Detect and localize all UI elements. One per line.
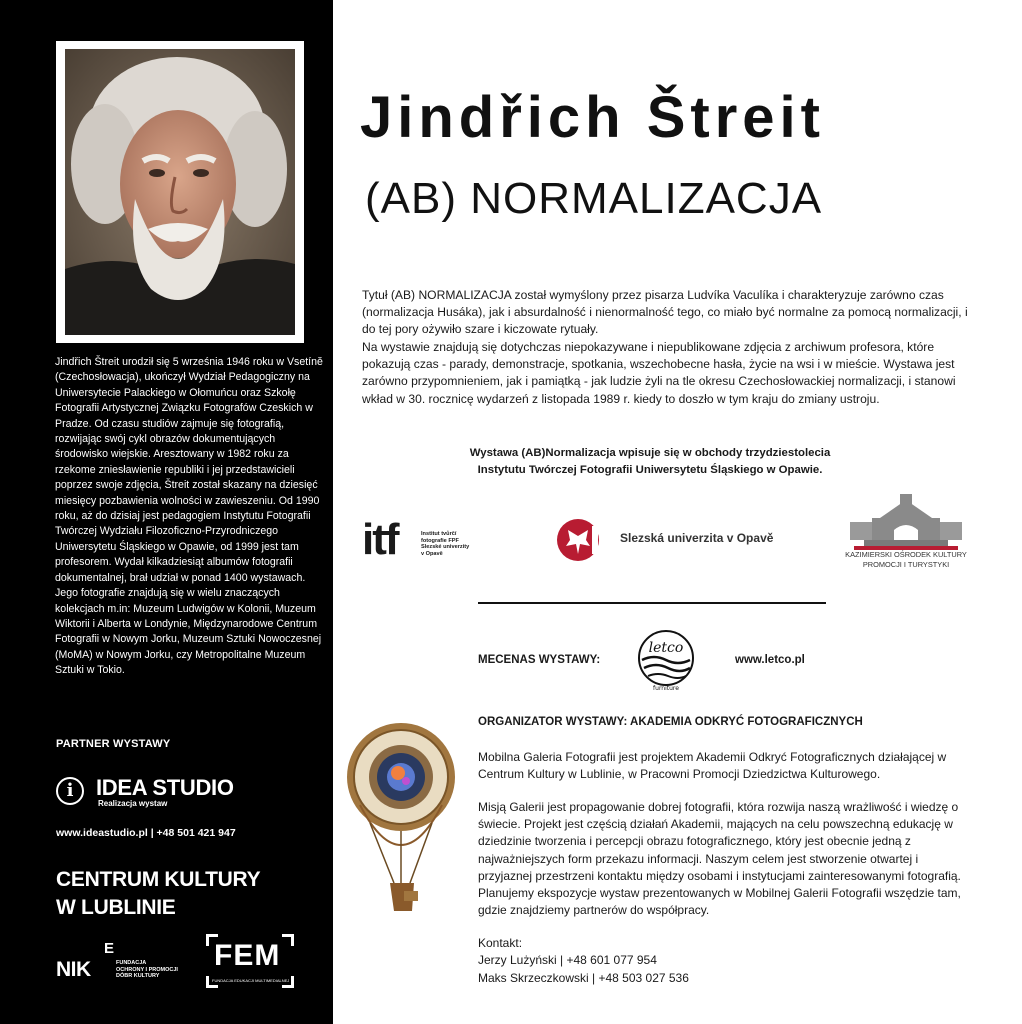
fem-word: FEM (214, 939, 281, 972)
contact-label: Kontakt: (478, 936, 523, 950)
jubilee-line2: Instytutu Twórczej Fotografii Uniwersytetu Śląskiego w Opawie. (477, 464, 823, 476)
nike-logo (56, 938, 186, 988)
patron-url[interactable]: www.letco.pl (735, 654, 805, 666)
nike-word: NIK (56, 958, 91, 981)
idea-studio-name: IDEA STUDIO (96, 775, 234, 800)
contact-person-2: Maks Skrzeczkowski | +48 503 027 536 (478, 970, 689, 985)
itf-text-line2: fotografie FPF (421, 537, 459, 544)
fem-subtitle: FUNDACJA EDUKACJI MULTIMEDIALNEJ (212, 978, 290, 983)
contact-block (478, 935, 689, 987)
divider (478, 602, 826, 604)
organizer-paragraph-2: Misją Galerii jest propagowanie dobrej fotografii, która rozwija naszą wrażliwość i wiedzę o świecie. Projekt jest częścią działań Akademii, mających na celu powszechną edukację w dziedzinie tworzenia i percepcji obrazu fotograficznego, który jest obecnie jedną z najważniejszych form przekazu informacji. Naszym celem jest stworzenie otwartej i przyjaznej przestrzeni kontaktu między osobami i instytucjami zainteresowanymi fotografią. Planujemy ekspozycje wystaw prezentowanych w Mobilnej Galerii Fotografii wszędzie tam, gdzie znajdziemy partnerów do współpracy. (478, 800, 961, 918)
itf-logo (362, 515, 502, 565)
organizer-title: ORGANIZATOR WYSTAWY: AKADEMIA ODKRYĆ FOTOGRAFICZNYCH (478, 716, 863, 728)
partner-label: PARTNER WYSTAWY (56, 738, 171, 750)
intro-paragraph-2: Na wystawie znajdują się dotychczas niepokazywane i niepublikowane zdjęcia z archiwum profesora, które pokazują czas - parady, demonstracje, spotkania, wszechobecne hasła, życie na wsi i w mieście. Wystawa jest zarówno przypomnieniem, jak i pamiątką - jak ludzie żyli na tle okresu Czechosłowackiej normalizacji, i stanowi wkład w 30. rocznicę wydarzeń z listopada 1989 r. kiedy to doszło w tym kraju do zmiany ustroju. (362, 340, 956, 406)
kok-logo (844, 492, 968, 576)
fem-corner (282, 934, 294, 946)
patron-label: MECENAS WYSTAWY: (478, 654, 601, 666)
itf-text-line3: Slezské univerzity (421, 544, 470, 551)
sidebar (0, 0, 333, 1024)
slu-name: Slezská univerzita v Opavě (620, 531, 774, 545)
nike-text-line3: DÓBR KULTURY (116, 973, 160, 979)
camera-balloon-icon (346, 715, 466, 925)
bio-text: Jindřich Štreit urodził się 5 września 1946 roku w Vsetínĕ (Czechosłowacja), ukończył Wydział Pedagogiczny na Uniwersytecie Palackiego w Ołomuńcu oraz Szkołę Fotografii Artystycznej Związku Fotografów Czeskich w Pradze. Od czasu studiów zajmuje się fotografią, rozwijając swój cykl obrazów dokumentujących środowisko wiejskie. Aresztowany w 1982 roku za rzekome zniesławienie republiki i jej przedstawicieli poprzez swoje zdjęcia, Štreit został skazany na dziesięć miesięcy pozbawienia wolności w zawieszeniu. Od 1990 roku, aż do dzisiaj jest pedagogiem Instytutu Fotografii Twórczej Wydziału Filozoficzno-Przyrodniczego Uniwersytetu Śląskiego w Opawie, od 1999 jest tam profesorem. Wydał kilkadziesiąt albumów fotografii dokumentalnej, brał udział w ponad 1400 wystawach. Jego fotografie znajdują się w wielu znaczących kolekcjach m.in: Muzeum Ludwigów w Kolonii, Muzeum Wiktorii i Alberta w Londynie, Międzynarodowe Centrum Fotografii w Nowym Jorku, Muzeum Sztuki Nowoczesnej (MoMA) w Nowym Jorku, czy Metropolitalne Muzeum Sztuki w Tokio. (55, 356, 323, 677)
nike-text (116, 960, 178, 980)
itf-text-line4: v Opavě (421, 551, 443, 558)
centrum-kultury-logo (56, 866, 296, 922)
portrait-photo (65, 49, 295, 335)
contact-person-1: Jerzy Lużyński | +48 601 077 954 (478, 953, 657, 968)
idea-studio-contact: www.ideastudio.pl | +48 501 421 947 (56, 827, 236, 839)
jubilee-note (420, 445, 880, 479)
idea-studio-subtitle: Realizacja wystaw (98, 799, 168, 808)
intro-paragraph-1: Tytuł (AB) NORMALIZACJA został wymyślony przez pisarza Ludvíka Vaculíka i charakteryzuje zarówno czas (normalizacja Husáka), jak i absurdalność i nienormalność tego, co miało być normalne za pomocą normalizacji, i do tej pory ożywiło szare i kiczowate rytuały. (362, 288, 968, 337)
idea-studio-logo (56, 775, 276, 813)
artist-name: Jindřich Štreit (360, 85, 825, 150)
kok-text-line1: KAZIMIERSKI OŚRODEK KULTURY (845, 550, 967, 559)
eagle-emblem-icon (554, 518, 604, 562)
nike-letter-e: E (104, 940, 115, 957)
nike-text-line1: FUNDACJA (116, 960, 147, 966)
portrait-frame (56, 41, 304, 343)
letco-sub: furniture (653, 685, 679, 692)
letco-logo (632, 630, 702, 692)
church-building-icon (844, 492, 968, 550)
slu-logo (554, 518, 794, 562)
centrum-kultury-line1: CENTRUM KULTURY (56, 868, 261, 891)
itf-word: itf (362, 515, 398, 564)
nike-text-line2: OCHRONY I PROMOCJI (116, 966, 178, 973)
kok-text (844, 550, 968, 570)
jubilee-line1: Wystawa (AB)Normalizacja wpisuje się w obchody trzydziestolecia (469, 447, 831, 459)
letco-word: letco (648, 640, 684, 656)
organizer-paragraph-1: Mobilna Galeria Fotografii jest projektem Akademii Odkryć Fotograficznych działającej w Centrum Kultury w Lublinie, w Pracowni Promocji Dziedzictwa Kulturowego. (478, 750, 947, 782)
exhibition-title: (AB) NORMALIZACJA (365, 174, 823, 223)
itf-text (421, 531, 469, 558)
info-icon: i (56, 777, 84, 805)
centrum-kultury-line2: W LUBLINIE (56, 896, 176, 919)
kok-text-line2: PROMOCJI I TURYSTYKI (862, 560, 950, 569)
fem-logo (206, 934, 294, 988)
itf-text-line1: Institut tvůrčí (421, 531, 457, 537)
